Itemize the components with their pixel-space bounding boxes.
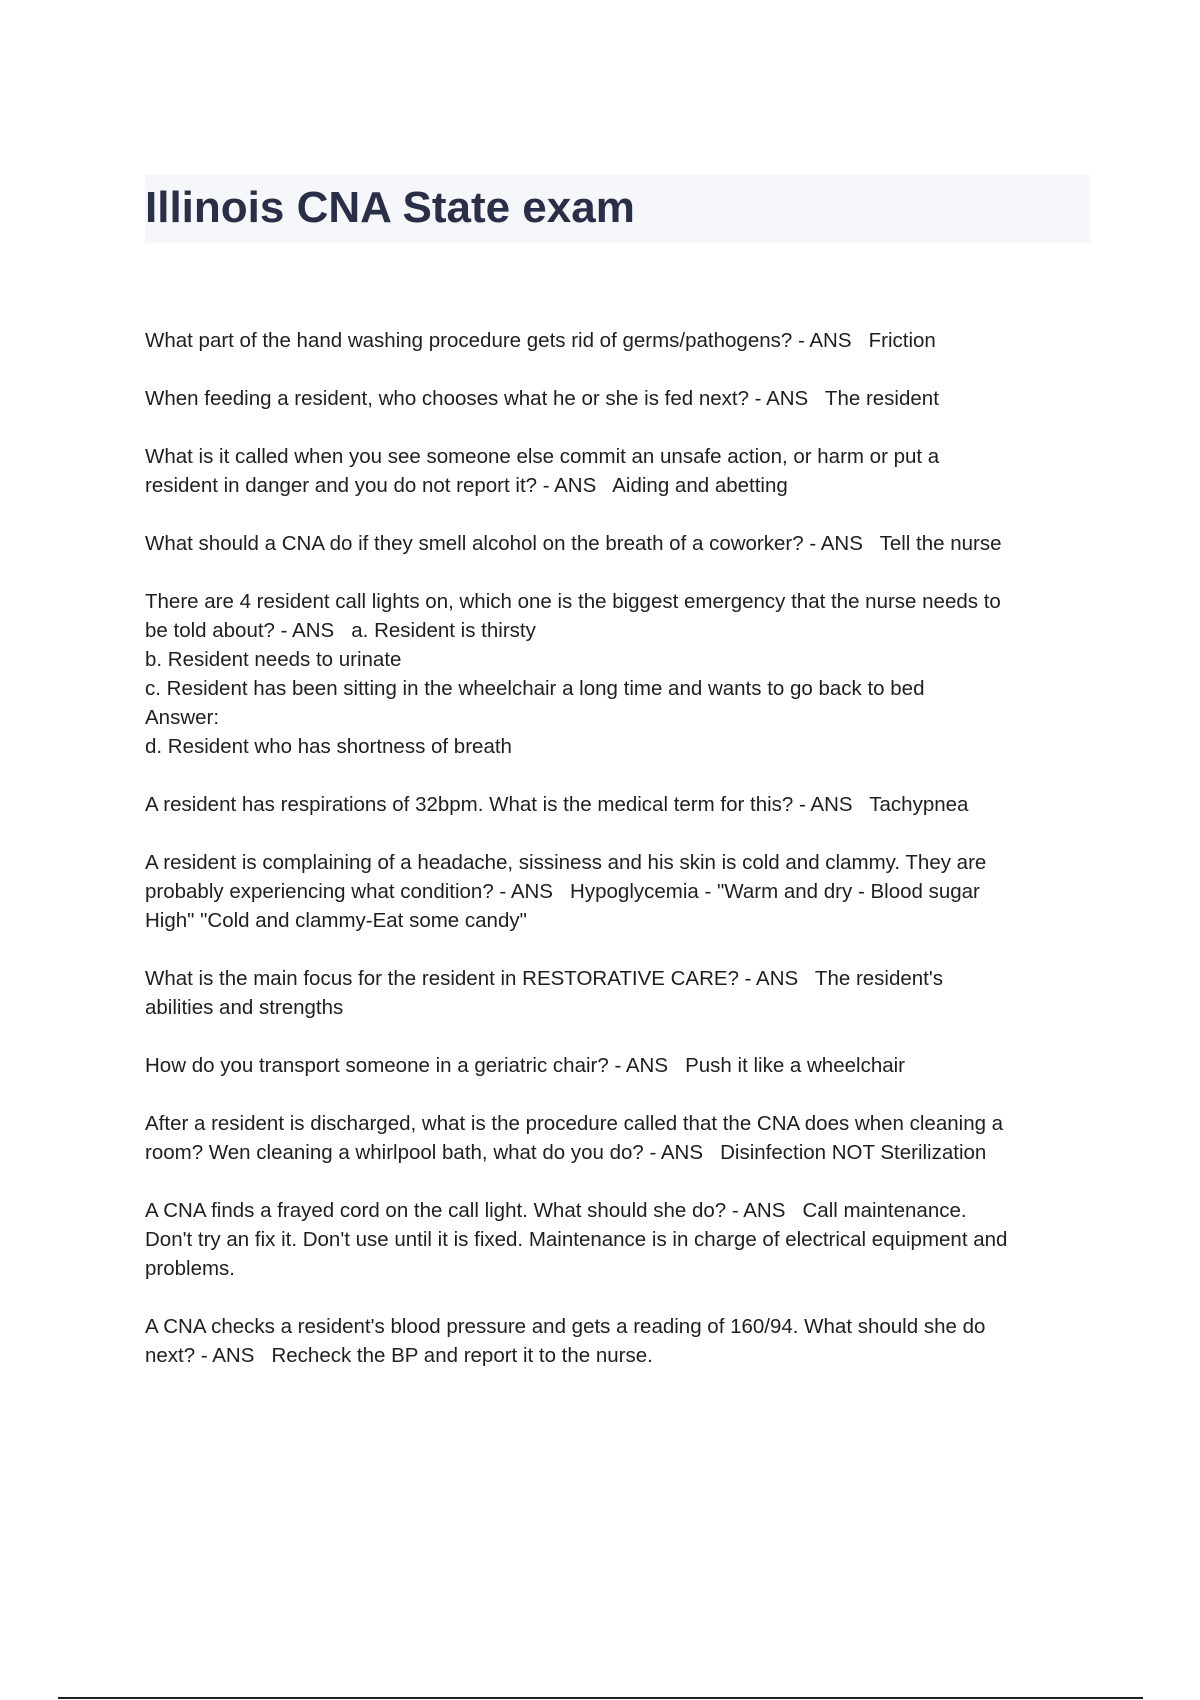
qa-item	[145, 529, 1090, 558]
qa-line: What is the main focus for the resident in RESTORATIVE CARE? - ANS The resident's	[145, 967, 944, 990]
qa-line: probably experiencing what condition? - ANS Hypoglycemia - "Warm and dry - Blood sugar	[145, 880, 980, 903]
qa-line: next? - ANS Recheck the BP and report it to the nurse.	[145, 1344, 653, 1367]
qa-line: A resident is complaining of a headache, sissiness and his skin is cold and clammy. They are	[145, 851, 987, 874]
title-band	[145, 175, 1090, 243]
qa-line: What is it called when you see someone else commit an unsafe action, or harm or put a	[145, 445, 940, 468]
qa-item	[145, 848, 1090, 935]
qa-line: Don't try an fix it. Don't use until it is fixed. Maintenance is in charge of electrical equipment and	[145, 1228, 1008, 1251]
qa-line: be told about? - ANS a. Resident is thirsty	[145, 619, 536, 642]
qa-line: What should a CNA do if they smell alcohol on the breath of a coworker? - ANS Tell the nurse	[145, 532, 1002, 555]
qa-item	[145, 964, 1090, 1022]
qa-line: A CNA checks a resident's blood pressure and gets a reading of 160/94. What should she do	[145, 1315, 986, 1338]
qa-line: What part of the hand washing procedure gets rid of germs/pathogens? - ANS Friction	[145, 329, 936, 352]
qa-item	[145, 326, 1090, 355]
qa-line: abilities and strengths	[145, 996, 344, 1019]
qa-line: Answer:	[145, 706, 220, 729]
qa-item	[145, 384, 1090, 413]
qa-line: A CNA finds a frayed cord on the call light. What should she do? - ANS Call maintenance.	[145, 1199, 967, 1222]
qa-line: After a resident is discharged, what is the procedure called that the CNA does when cleaning a	[145, 1112, 1004, 1135]
qa-item	[145, 1196, 1090, 1283]
qa-line: A resident has respirations of 32bpm. What is the medical term for this? - ANS Tachypnea	[145, 793, 969, 816]
qa-item	[145, 1312, 1090, 1370]
qa-item	[145, 1051, 1090, 1080]
qa-line: d. Resident who has shortness of breath	[145, 735, 512, 758]
qa-line: High" "Cold and clammy-Eat some candy"	[145, 909, 527, 932]
page-title: Illinois CNA State exam	[145, 183, 635, 232]
qa-line: resident in danger and you do not report it? - ANS Aiding and abetting	[145, 474, 788, 497]
qa-item	[145, 442, 1090, 500]
qa-item	[145, 587, 1090, 761]
qa-line: room? Wen cleaning a whirlpool bath, what do you do? - ANS Disinfection NOT Sterilization	[145, 1141, 987, 1164]
qa-line: How do you transport someone in a geriatric chair? - ANS Push it like a wheelchair	[145, 1054, 906, 1077]
qa-item	[145, 1109, 1090, 1167]
qa-item	[145, 790, 1090, 819]
footer-divider	[58, 1697, 1143, 1699]
qa-line: When feeding a resident, who chooses what he or she is fed next? - ANS The resident	[145, 387, 939, 410]
qa-line: problems.	[145, 1257, 236, 1280]
qa-line: b. Resident needs to urinate	[145, 648, 402, 671]
qa-line: There are 4 resident call lights on, which one is the biggest emergency that the nurse needs to	[145, 590, 1001, 613]
qa-list	[145, 326, 1090, 1399]
qa-line: c. Resident has been sitting in the wheelchair a long time and wants to go back to bed	[145, 677, 925, 700]
